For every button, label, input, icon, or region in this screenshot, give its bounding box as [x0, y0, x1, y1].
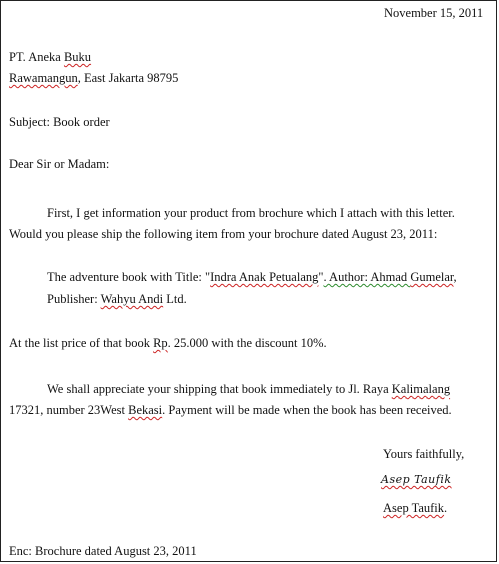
paragraph-2-text-a: We shall appreciate your shipping that book immediately to Jl. Raya — [47, 382, 392, 396]
enclosure-line: Enc: Brochure dated August 23, 2011 — [9, 544, 197, 558]
city-name: Bekasi — [128, 403, 163, 417]
price-line — [9, 336, 327, 350]
recipient-company — [9, 50, 91, 64]
handwritten-signature: Asep Taufik — [381, 473, 452, 486]
item-text-b: " — [318, 270, 324, 284]
paragraph-2-line-2 — [9, 403, 452, 417]
street-name: Kalimalang — [391, 382, 451, 396]
item-text-d: , — [453, 270, 457, 284]
item-line-2 — [47, 292, 187, 306]
recipient-address — [9, 71, 178, 85]
paragraph-2-text-b: 17321, number 23West — [9, 403, 129, 417]
recipient-company-text: PT. Aneka — [9, 50, 64, 64]
recipient-address-rest: , East Jakarta 98795 — [77, 71, 179, 85]
paragraph-2-text-c: . Payment will be made when the book has been received. — [162, 403, 452, 417]
subject-line: Subject: Book order — [9, 115, 110, 129]
recipient-address-district: Rawamangun — [9, 71, 78, 85]
author-last-name: Gumelar — [410, 270, 454, 284]
item-line-1 — [47, 270, 457, 284]
paragraph-1-line-1: First, I get information your product from brochure which I attach with this letter. — [47, 206, 455, 220]
recipient-company-word: Buku — [63, 50, 92, 64]
publisher-name: Wahyu Andi — [100, 292, 164, 306]
closing: Yours faithfully, — [383, 447, 465, 461]
signer-name-suffix: . — [444, 501, 448, 515]
item-text-a: The adventure book with Title: " — [47, 270, 211, 284]
paragraph-1-line-2: Would you please ship the following item from your brochure dated August 23, 2011: — [9, 227, 438, 241]
book-title: Indra Anak Petualang — [210, 270, 319, 284]
price-text-b: . 25.000 with the discount 10%. — [167, 336, 327, 350]
letter-date: November 15, 2011 — [384, 6, 484, 20]
publisher-suffix: Ltd. — [163, 292, 187, 306]
salutation: Dear Sir or Madam: — [9, 157, 110, 171]
signer-name — [383, 501, 447, 515]
price-text-a: At the list price of that book — [9, 336, 154, 350]
item-text-c: . Author: Ahmad — [323, 270, 411, 284]
signer-name-text: Asep Taufik — [383, 501, 445, 515]
paragraph-2-line-1 — [47, 382, 450, 396]
price-currency: Rp — [153, 336, 168, 350]
publisher-label: Publisher: — [47, 292, 101, 306]
